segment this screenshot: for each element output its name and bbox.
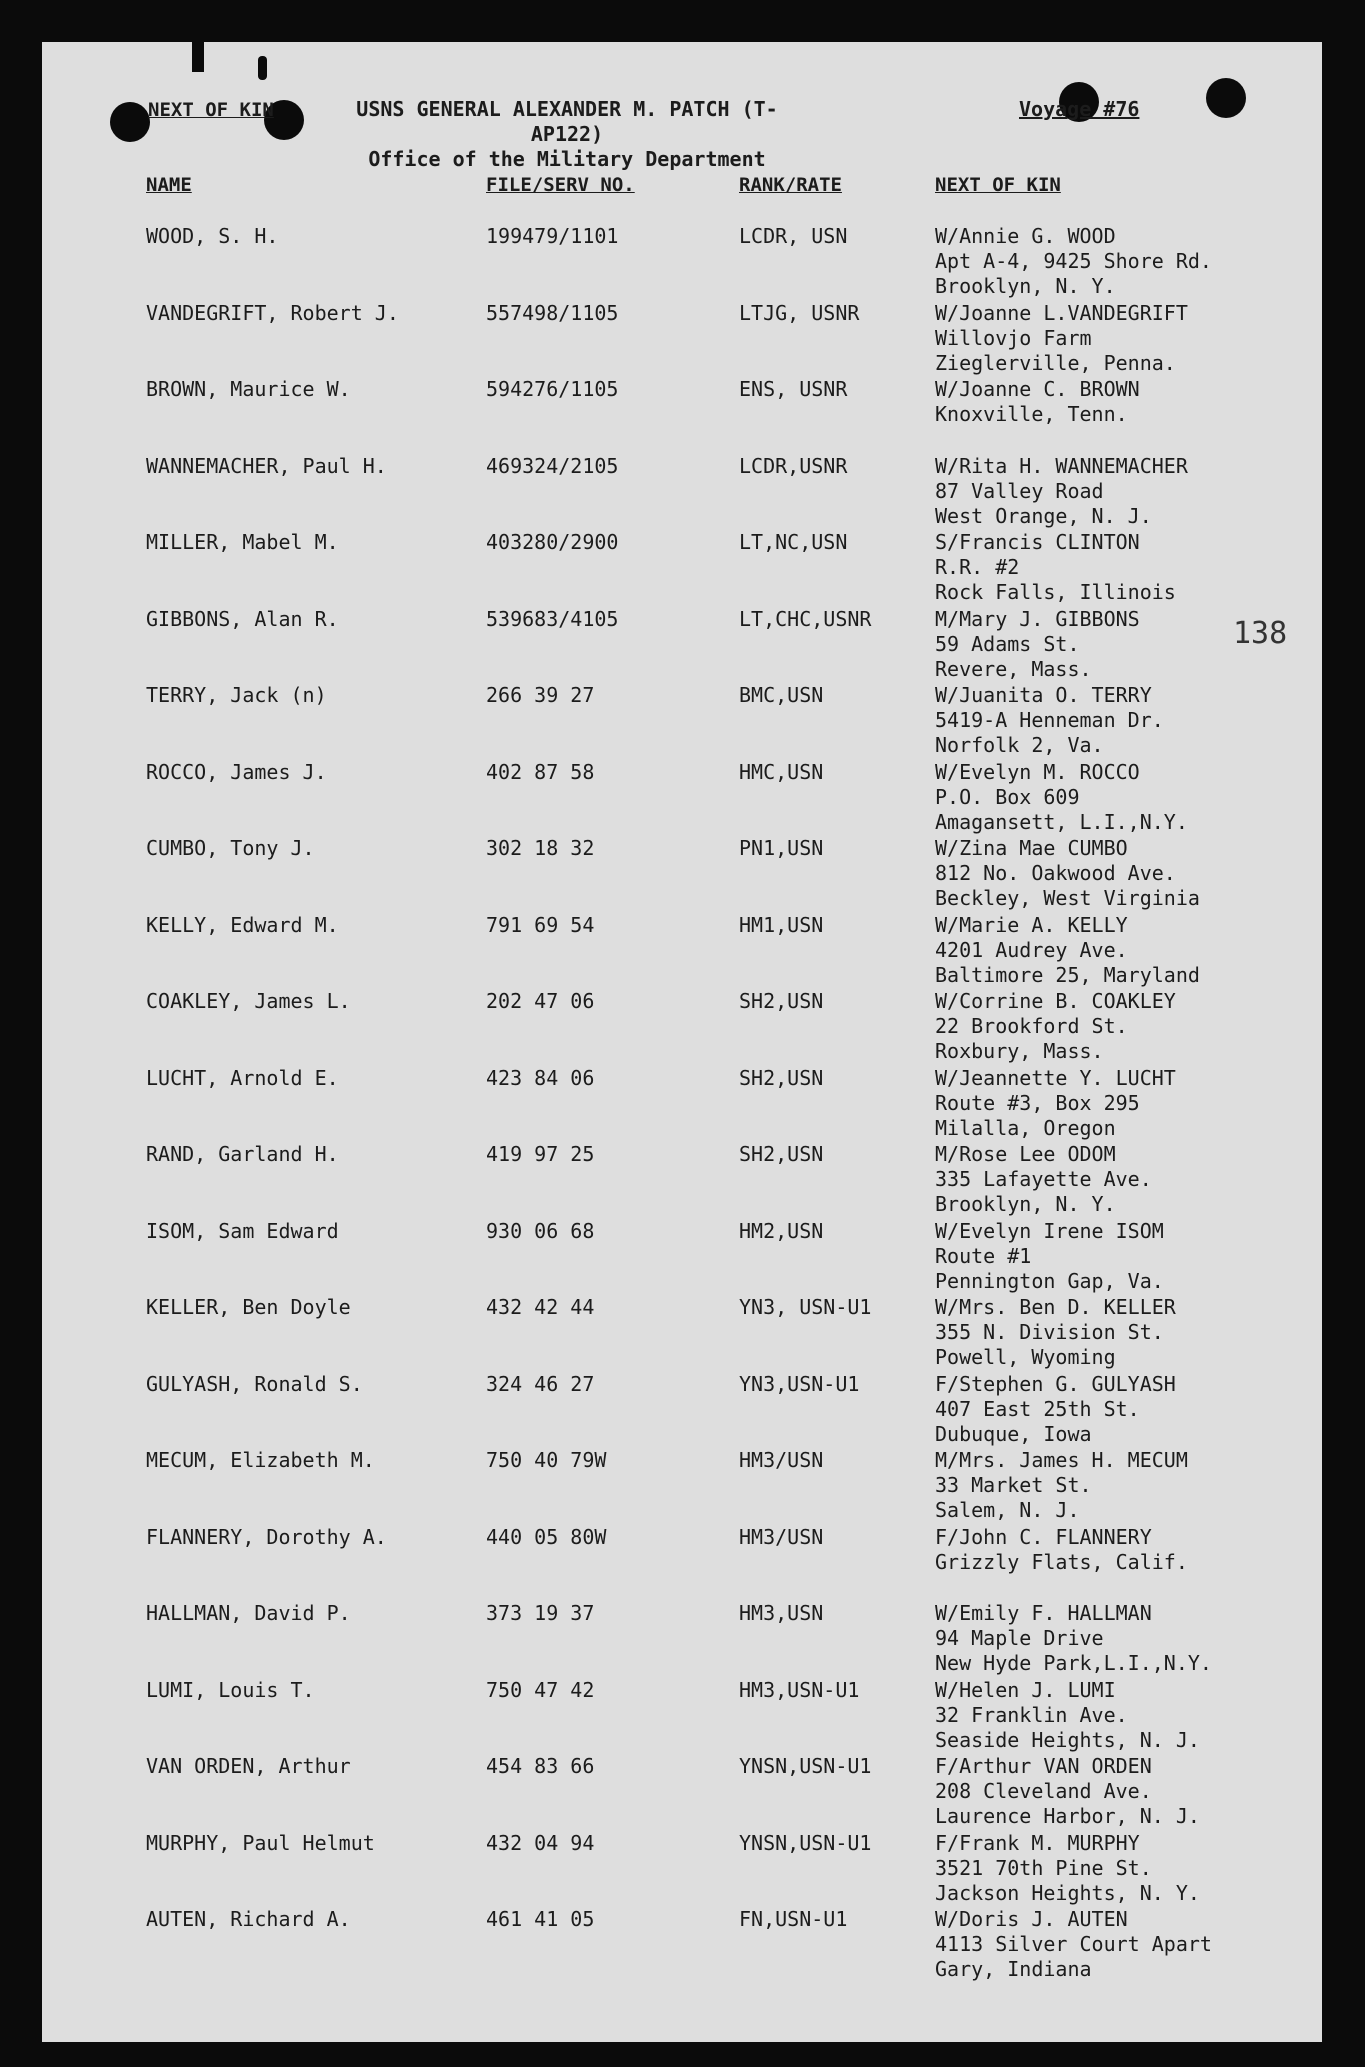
next-of-kin xyxy=(935,1142,1152,1217)
next-of-kin xyxy=(935,1372,1176,1447)
kin-line: 33 Market St. xyxy=(935,1473,1092,1497)
service-number: 750 40 79W xyxy=(486,1448,607,1472)
kin-line: Dubuque, Iowa xyxy=(935,1421,1092,1446)
kin-line: New Hyde Park,L.I.,N.Y. xyxy=(935,1651,1212,1675)
column-header-file: FILE/SERV NO. xyxy=(486,174,635,196)
kin-line: Route #1 xyxy=(935,1243,1032,1268)
service-number: 461 41 05 xyxy=(486,1907,595,1931)
kin-line: W/Marie A. KELLY xyxy=(935,912,1128,937)
rank-rate: HM3,USN-U1 xyxy=(739,1677,860,1702)
kin-line: Laurence Harbor, N. J. xyxy=(935,1804,1200,1828)
ship-title: USNS GENERAL ALEXANDER M. PATCH (T-AP122) xyxy=(356,97,778,146)
next-of-kin xyxy=(935,760,1188,835)
ink-mark xyxy=(192,42,204,72)
table-row xyxy=(42,454,1322,531)
kin-line: F/Frank M. MURPHY xyxy=(935,1830,1140,1855)
document-page xyxy=(42,42,1322,2042)
kin-line: W/Rita H. WANNEMACHER xyxy=(935,453,1188,478)
rank-rate: LT,NC,USN xyxy=(739,530,848,554)
table-row xyxy=(42,989,1322,1066)
next-of-kin xyxy=(935,454,1188,529)
next-of-kin xyxy=(935,1219,1164,1294)
kin-line: 208 Cleveland Ave. xyxy=(935,1779,1152,1803)
column-header-kin: NEXT OF KIN xyxy=(935,174,1061,196)
table-row xyxy=(42,1678,1322,1755)
table-row xyxy=(42,1219,1322,1296)
rank-rate: HM3/USN xyxy=(739,1524,824,1549)
person-name: AUTEN, Richard A. xyxy=(146,1907,351,1931)
person-name: VANDEGRIFT, Robert J. xyxy=(146,300,399,325)
service-number: 750 47 42 xyxy=(486,1677,595,1702)
person-name: MILLER, Mabel M. xyxy=(146,530,339,554)
kin-line: F/Stephen G. GULYASH xyxy=(935,1371,1176,1396)
table-row xyxy=(42,1525,1322,1602)
service-number: 594276/1105 xyxy=(486,377,619,401)
table-row xyxy=(42,836,1322,913)
service-number: 440 05 80W xyxy=(486,1524,607,1549)
person-name: TERRY, Jack (n) xyxy=(146,683,327,707)
kin-line: 4113 Silver Court Apart xyxy=(935,1932,1212,1956)
service-number: 432 04 94 xyxy=(486,1830,595,1855)
person-name: COAKLEY, James L. xyxy=(146,989,351,1013)
rank-rate: SH2,USN xyxy=(739,1065,824,1090)
kin-line: 3521 70th Pine St. xyxy=(935,1855,1152,1880)
kin-line: Apt A-4, 9425 Shore Rd. xyxy=(935,249,1212,273)
kin-line: Revere, Mass. xyxy=(935,656,1092,681)
kin-line: Willovjo Farm xyxy=(935,325,1092,350)
person-name: KELLY, Edward M. xyxy=(146,912,339,937)
ink-mark xyxy=(258,56,267,80)
service-number: 402 87 58 xyxy=(486,759,595,784)
next-of-kin xyxy=(935,913,1200,988)
records-list xyxy=(42,224,1322,1984)
rank-rate: YNSN,USN-U1 xyxy=(739,1830,872,1855)
rank-rate: LTJG, USNR xyxy=(739,300,860,325)
kin-line: Seaside Heights, N. J. xyxy=(935,1727,1200,1752)
table-row xyxy=(42,1754,1322,1831)
kin-line: W/Jeannette Y. LUCHT xyxy=(935,1065,1176,1090)
rank-rate: PN1,USN xyxy=(739,836,824,860)
punch-hole xyxy=(1206,78,1246,118)
service-number: 454 83 66 xyxy=(486,1754,595,1778)
kin-line: Knoxville, Tenn. xyxy=(935,402,1128,426)
kin-line: Brooklyn, N. Y. xyxy=(935,1192,1116,1216)
person-name: MURPHY, Paul Helmut xyxy=(146,1830,375,1855)
person-name: BROWN, Maurice W. xyxy=(146,377,351,401)
next-of-kin xyxy=(935,224,1212,299)
column-header-name: NAME xyxy=(146,174,192,196)
next-of-kin xyxy=(935,1066,1176,1141)
kin-line: West Orange, N. J. xyxy=(935,503,1152,528)
next-of-kin xyxy=(935,1295,1176,1370)
person-name: LUMI, Louis T. xyxy=(146,1677,315,1702)
kin-line: Baltimore 25, Maryland xyxy=(935,962,1200,987)
table-row xyxy=(42,1448,1322,1525)
kin-line: Zieglerville, Penna. xyxy=(935,350,1176,375)
next-of-kin xyxy=(935,1448,1188,1523)
rank-rate: HM1,USN xyxy=(739,912,824,937)
kin-line: M/Mary J. GIBBONS xyxy=(935,606,1140,631)
rank-rate: LT,CHC,USNR xyxy=(739,606,872,631)
person-name: WOOD, S. H. xyxy=(146,224,279,248)
service-number: 930 06 68 xyxy=(486,1218,595,1243)
kin-line: Powell, Wyoming xyxy=(935,1345,1116,1369)
next-of-kin xyxy=(935,607,1140,682)
kin-line: Beckley, West Virginia xyxy=(935,886,1200,910)
person-name: MECUM, Elizabeth M. xyxy=(146,1448,375,1472)
next-of-kin xyxy=(935,1601,1212,1676)
kin-line: 32 Franklin Ave. xyxy=(935,1702,1128,1727)
kin-line: W/Zina Mae CUMBO xyxy=(935,836,1128,860)
kin-line: 355 N. Division St. xyxy=(935,1320,1164,1344)
kin-line: W/Emily F. HALLMAN xyxy=(935,1601,1152,1625)
kin-line: Gary, Indiana xyxy=(935,1957,1092,1981)
service-number: 791 69 54 xyxy=(486,912,595,937)
table-row xyxy=(42,913,1322,990)
table-row xyxy=(42,224,1322,301)
kin-line: 5419-A Henneman Dr. xyxy=(935,708,1164,732)
kin-line: W/Corrine B. COAKLEY xyxy=(935,989,1176,1013)
next-of-kin xyxy=(935,1678,1200,1753)
kin-line: F/John C. FLANNERY xyxy=(935,1524,1152,1549)
service-number: 266 39 27 xyxy=(486,683,595,707)
kin-line: M/Mrs. James H. MECUM xyxy=(935,1448,1188,1472)
rank-rate: HM3,USN xyxy=(739,1601,824,1625)
kin-line: 59 Adams St. xyxy=(935,631,1080,656)
kin-line: Norfolk 2, Va. xyxy=(935,733,1104,757)
table-row xyxy=(42,1295,1322,1372)
kin-line: W/Joanne C. BROWN xyxy=(935,377,1140,401)
next-of-kin xyxy=(935,1831,1200,1906)
page-number: 138 xyxy=(1233,616,1288,651)
person-name: LUCHT, Arnold E. xyxy=(146,1065,339,1090)
rank-rate: HM3/USN xyxy=(739,1448,824,1472)
next-of-kin xyxy=(935,683,1164,758)
kin-line: W/Mrs. Ben D. KELLER xyxy=(935,1295,1176,1319)
office-subtitle: Office of the Military Department xyxy=(368,147,766,171)
header-label: NEXT OF KIN xyxy=(148,99,274,121)
person-name: GULYASH, Ronald S. xyxy=(146,1371,363,1396)
next-of-kin xyxy=(935,989,1176,1064)
next-of-kin xyxy=(935,836,1200,911)
service-number: 403280/2900 xyxy=(486,530,619,554)
kin-line: Pennington Gap, Va. xyxy=(935,1268,1164,1293)
service-number: 419 97 25 xyxy=(486,1142,595,1166)
next-of-kin xyxy=(935,1907,1212,1982)
table-row xyxy=(42,1601,1322,1678)
kin-line: W/Helen J. LUMI xyxy=(935,1677,1116,1702)
next-of-kin xyxy=(935,530,1176,605)
table-row xyxy=(42,1907,1322,1984)
table-row xyxy=(42,1372,1322,1449)
rank-rate: FN,USN-U1 xyxy=(739,1907,848,1931)
person-name: KELLER, Ben Doyle xyxy=(146,1295,351,1319)
service-number: 202 47 06 xyxy=(486,989,595,1013)
rank-rate: SH2,USN xyxy=(739,1142,824,1166)
rank-rate: SH2,USN xyxy=(739,989,824,1013)
person-name: RAND, Garland H. xyxy=(146,1142,339,1166)
rank-rate: YN3, USN-U1 xyxy=(739,1295,872,1319)
kin-line: W/Evelyn Irene ISOM xyxy=(935,1218,1164,1243)
table-row xyxy=(42,683,1322,760)
kin-line: 335 Lafayette Ave. xyxy=(935,1167,1152,1191)
rank-rate: HMC,USN xyxy=(739,759,824,784)
kin-line: 407 East 25th St. xyxy=(935,1396,1140,1421)
next-of-kin xyxy=(935,1525,1188,1575)
kin-line: Milalla, Oregon xyxy=(935,1115,1116,1140)
person-name: ROCCO, James J. xyxy=(146,759,327,784)
kin-line: Jackson Heights, N. Y. xyxy=(935,1880,1200,1905)
service-number: 199479/1101 xyxy=(486,224,619,248)
kin-line: 22 Brookford St. xyxy=(935,1014,1128,1038)
rank-rate: HM2,USN xyxy=(739,1218,824,1243)
kin-line: W/Annie G. WOOD xyxy=(935,224,1116,248)
person-name: CUMBO, Tony J. xyxy=(146,836,315,860)
kin-line: Rock Falls, Illinois xyxy=(935,580,1176,604)
kin-line: Route #3, Box 295 xyxy=(935,1090,1140,1115)
person-name: VAN ORDEN, Arthur xyxy=(146,1754,351,1778)
rank-rate: YNSN,USN-U1 xyxy=(739,1754,872,1778)
person-name: GIBBONS, Alan R. xyxy=(146,606,339,631)
service-number: 302 18 32 xyxy=(486,836,595,860)
kin-line: W/Evelyn M. ROCCO xyxy=(935,759,1140,784)
table-row xyxy=(42,607,1322,684)
table-row xyxy=(42,301,1322,378)
kin-line: 4201 Audrey Ave. xyxy=(935,937,1128,962)
kin-line: Amagansett, L.I.,N.Y. xyxy=(935,809,1188,834)
service-number: 423 84 06 xyxy=(486,1065,595,1090)
rank-rate: LCDR, USN xyxy=(739,224,848,248)
service-number: 373 19 37 xyxy=(486,1601,595,1625)
table-row xyxy=(42,530,1322,607)
kin-line: Roxbury, Mass. xyxy=(935,1039,1104,1063)
person-name: HALLMAN, David P. xyxy=(146,1601,351,1625)
next-of-kin xyxy=(935,1754,1200,1829)
table-row xyxy=(42,377,1322,454)
table-row xyxy=(42,1831,1322,1908)
kin-line: Grizzly Flats, Calif. xyxy=(935,1549,1188,1574)
service-number: 539683/4105 xyxy=(486,606,619,631)
kin-line: R.R. #2 xyxy=(935,555,1020,579)
service-number: 324 46 27 xyxy=(486,1371,595,1396)
rank-rate: YN3,USN-U1 xyxy=(739,1371,860,1396)
kin-line: Brooklyn, N. Y. xyxy=(935,274,1116,298)
column-header-rank: RANK/RATE xyxy=(739,174,842,196)
next-of-kin xyxy=(935,301,1188,376)
kin-line: W/Doris J. AUTEN xyxy=(935,1907,1128,1931)
service-number: 432 42 44 xyxy=(486,1295,595,1319)
table-row xyxy=(42,760,1322,837)
kin-line: M/Rose Lee ODOM xyxy=(935,1142,1116,1166)
kin-line: 94 Maple Drive xyxy=(935,1626,1104,1650)
service-number: 469324/2105 xyxy=(486,453,619,478)
person-name: FLANNERY, Dorothy A. xyxy=(146,1524,387,1549)
person-name: WANNEMACHER, Paul H. xyxy=(146,453,387,478)
table-row xyxy=(42,1142,1322,1219)
kin-line: F/Arthur VAN ORDEN xyxy=(935,1754,1152,1778)
person-name: ISOM, Sam Edward xyxy=(146,1218,339,1243)
kin-line: Salem, N. J. xyxy=(935,1498,1080,1522)
voyage-number: Voyage #76 xyxy=(1019,97,1140,121)
service-number: 557498/1105 xyxy=(486,300,619,325)
rank-rate: BMC,USN xyxy=(739,683,824,707)
kin-line: W/Joanne L.VANDEGRIFT xyxy=(935,300,1188,325)
kin-line: P.O. Box 609 xyxy=(935,784,1080,809)
document-header xyxy=(332,97,802,172)
table-row xyxy=(42,1066,1322,1143)
kin-line: 812 No. Oakwood Ave. xyxy=(935,861,1176,885)
rank-rate: LCDR,USNR xyxy=(739,453,848,478)
rank-rate: ENS, USNR xyxy=(739,377,848,401)
next-of-kin xyxy=(935,377,1140,427)
kin-line: 87 Valley Road xyxy=(935,478,1104,503)
kin-line: W/Juanita O. TERRY xyxy=(935,683,1152,707)
kin-line: S/Francis CLINTON xyxy=(935,530,1140,554)
punch-hole xyxy=(110,102,150,142)
